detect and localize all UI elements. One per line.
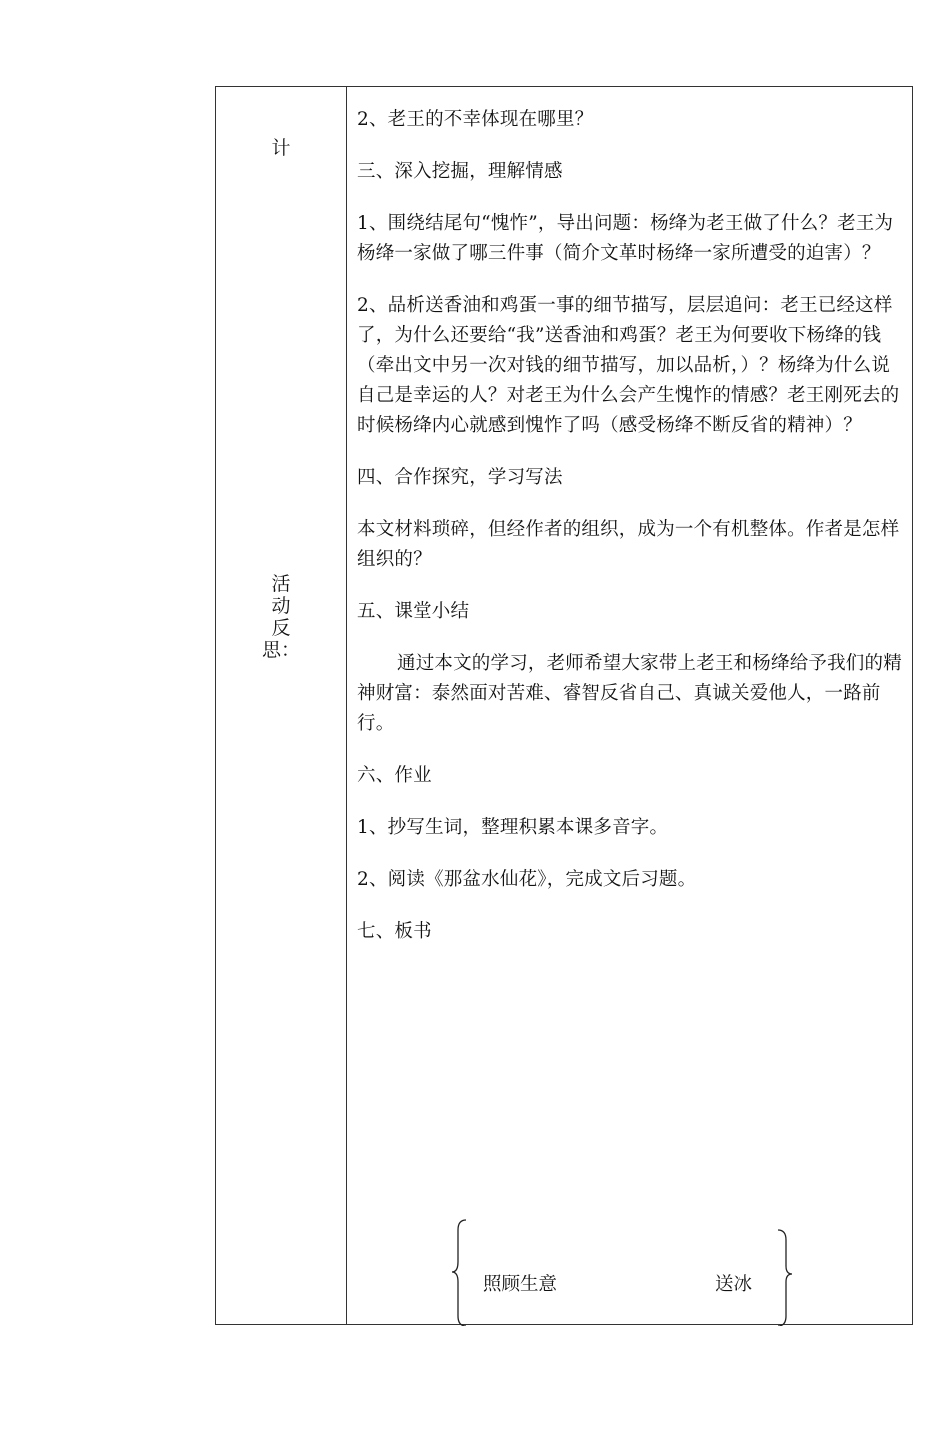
- paragraph: 1、抄写生词，整理积累本课多音字。: [357, 817, 669, 838]
- paragraph: 2、阅读《那盆水仙花》，完成文后习题。: [357, 869, 697, 890]
- board-right-item: 送冰: [715, 1274, 753, 1295]
- vertical-char: 活: [271, 573, 291, 595]
- lesson-plan-table: [215, 86, 913, 1325]
- paragraph: 本文材料琐碎，但经作者的组织，成为一个有机整体。作者是怎样组织的？: [357, 519, 900, 570]
- right-brace-icon: [778, 1230, 792, 1326]
- left-column-label: 计: [271, 137, 291, 159]
- section-heading: 七、板书: [357, 921, 432, 942]
- paragraph: 2、老王的不幸体现在哪里？: [357, 109, 594, 130]
- lesson-content: [357, 105, 906, 969]
- paragraph: 1、围绕结尾句“愧怍”，导出问题：杨绛为老王做了什么？老王为杨绛一家做了哪三件事（简介文革时杨绛一家所遭受的迫害）？: [357, 213, 894, 264]
- vertical-char: 动: [271, 595, 291, 617]
- vertical-char: 反: [271, 617, 291, 639]
- vertical-char: 思：: [261, 639, 300, 661]
- column-divider: [346, 87, 347, 1324]
- paragraph: 通过本文的学习，老师希望大家带上老王和杨绛给予我们的精神财富：泰然面对苦难、睿智反省自己、真诚关爱他人，一路前行。: [357, 653, 902, 734]
- section-heading: 五、课堂小结: [357, 601, 470, 622]
- left-brace-icon: [452, 1220, 466, 1326]
- paragraph: 2、品析送香油和鸡蛋一事的细节描写，层层追问：老王已经这样了，为什么还要给“我”送香油和鸡蛋？老王为何要收下杨绛的钱（牵出文中另一次对钱的细节描写，加以品析，）？杨绛为什么说自己是幸运的人？对老王为什么会产生愧怍的情感？老王刚死去的时候杨绛内心就感到愧怍了吗（感受杨绛不断反省的精神）？: [357, 295, 900, 436]
- blackboard-outline: [452, 1218, 792, 1326]
- section-heading: 四、合作探究，学习写法: [357, 467, 563, 488]
- section-heading: 三、深入挖掘，理解情感: [357, 161, 563, 182]
- board-left-item: 照顾生意: [483, 1274, 558, 1295]
- section-heading: 六、作业: [357, 765, 432, 786]
- activity-reflection-label: [216, 573, 346, 661]
